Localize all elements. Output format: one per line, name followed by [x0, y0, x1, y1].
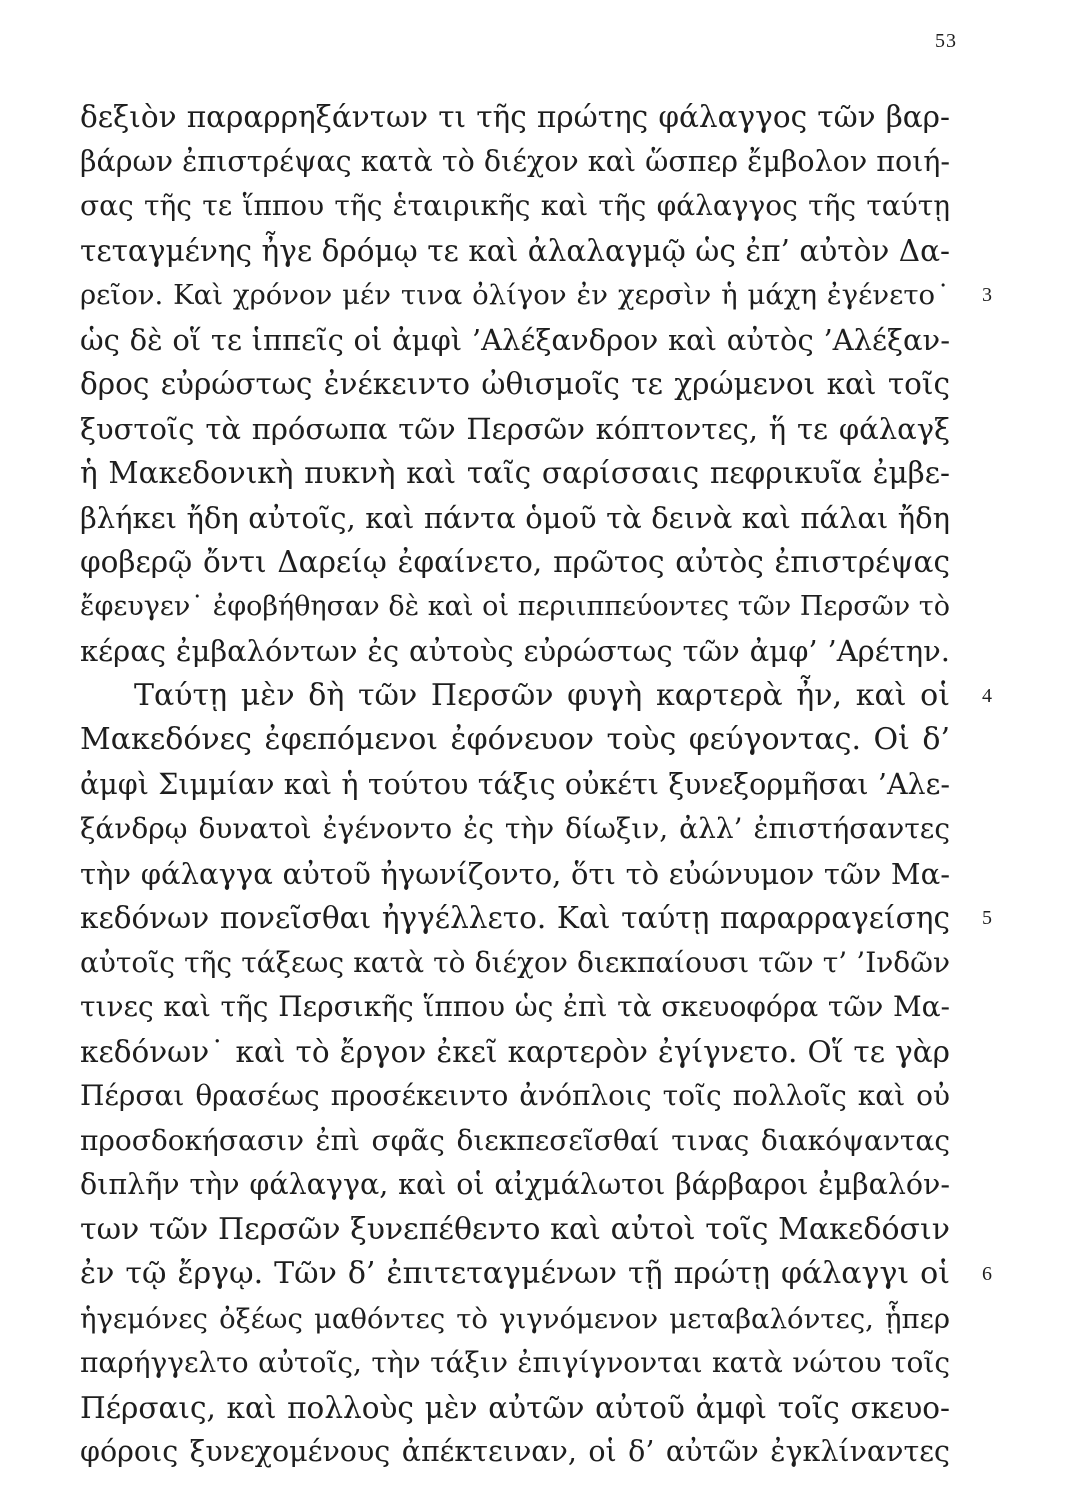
body-text: [80, 95, 992, 1475]
text-line: [80, 941, 950, 986]
text-line: [80, 718, 950, 763]
line-text: ξάνδρῳ δυνατοὶ ἐγένοντο ἐς τὴν δίωξιν, ἀλλ’ ἐπιστήσαντες: [80, 812, 950, 845]
line-text: Ταύτῃ μὲν δὴ τῶν Περσῶν φυγὴ καρτερὰ ἦν, καὶ οἱ: [134, 677, 950, 713]
line-text: διπλῆν τὴν φάλαγγα, καὶ οἱ αἰχμάλωτοι βάρβαροι ἐμβαλόν-: [80, 1168, 950, 1201]
line-text: κέρας ἐμβαλόντων ἐς αὐτοὺς εὐρώστως τῶν ἀμφ’ ’Αρέτην.: [80, 634, 950, 668]
section-number: 4: [982, 684, 992, 707]
text-line: [80, 273, 992, 318]
text-line: [80, 1119, 950, 1164]
line-text: σας τῆς τε ἵππου τῆς ἑταιρικῆς καὶ τῆς φάλαγγος τῆς ταύτῃ: [80, 189, 950, 222]
line-text: κεδόνων˙ καὶ τὸ ἔργον ἐκεῖ καρτερὸν ἐγίγνετο. Οἵ τε γὰρ: [80, 1034, 950, 1069]
line-text: τεταγμένης ἦγε δρόμῳ τε καὶ ἀλαλαγμῷ ὡς ἐπ’ αὐτὸν Δα-: [80, 233, 950, 268]
text-line: [80, 1163, 950, 1208]
text-line: [80, 318, 950, 363]
text-line: [80, 807, 950, 852]
text-line: [80, 1430, 950, 1475]
line-text: Πέρσαις, καὶ πολλοὺς μὲν αὐτῶν αὐτοῦ ἀμφὶ τοῖς σκευο-: [80, 1390, 950, 1425]
line-text: ἡγεμόνες ὀξέως μαθόντες τὸ γιγνόμενον μεταβαλόντες, ᾗπερ: [80, 1302, 950, 1335]
text-line: [80, 95, 950, 140]
text-line: [80, 1341, 950, 1386]
line-text: τὴν φάλαγγα αὐτοῦ ἠγωνίζοντο, ὅτι τὸ εὐώνυμον τῶν Μα-: [80, 856, 950, 891]
text-line: [80, 852, 950, 897]
line-text: προσδοκήσασιν ἐπὶ σφᾶς διεκπεσεῖσθαί τινας διακόψαντας: [80, 1123, 950, 1157]
line-text: φόροις ξυνεχομένους ἀπέκτειναν, οἱ δ’ αὐτῶν ἐγκλίναντες: [80, 1435, 950, 1468]
text-line: [80, 496, 950, 541]
text-line: [80, 407, 950, 452]
line-text: τινες καὶ τῆς Περσικῆς ἵππου ὡς ἐπὶ τὰ σκευοφόρα τῶν Μα-: [80, 990, 950, 1023]
line-text: αὐτοῖς τῆς τάξεως κατὰ τὸ διέχον διεκπαίουσι τῶν τ’ ’Ινδῶν: [80, 945, 950, 979]
line-text: βλήκει ἤδη αὐτοῖς, καὶ πάντα ὁμοῦ τὰ δεινὰ καὶ πάλαι ἤδη: [80, 500, 950, 535]
text-line: [80, 1386, 950, 1431]
line-text: ξυστοῖς τὰ πρόσωπα τῶν Περσῶν κόπτοντες, ἥ τε φάλαγξ: [80, 411, 950, 446]
line-text: Πέρσαι θρασέως προσέκειντο ἀνόπλοις τοῖς πολλοῖς καὶ οὐ: [80, 1079, 950, 1112]
line-text: Μακεδόνες ἐφεπόμενοι ἐφόνευον τοὺς φεύγοντας. Οἱ δ’: [80, 722, 950, 757]
line-text: των τῶν Περσῶν ξυνεπέθεντο καὶ αὐτοὶ τοῖς Μακεδόσιν: [80, 1211, 950, 1247]
text-line: [80, 1208, 950, 1253]
line-text: κεδόνων πονεῖσθαι ἠγγέλλετο. Καὶ ταύτῃ παραρραγείσης: [80, 901, 950, 935]
section-number: 6: [982, 1263, 992, 1285]
line-text: ἐν τῷ ἔργῳ. Τῶν δ’ ἐπιτεταγμένων τῇ πρώτῃ φάλαγγι οἱ: [80, 1256, 950, 1291]
text-line: [80, 1030, 950, 1075]
text-line: [80, 585, 950, 630]
line-text: φοβερῷ ὄντι Δαρείῳ ἐφαίνετο, πρῶτος αὐτὸς ἐπιστρέψας: [80, 545, 950, 579]
section-number: 3: [982, 284, 992, 306]
text-line: [80, 674, 992, 719]
text-line: [80, 1074, 950, 1119]
line-text: ρεῖον. Καὶ χρόνον μέν τινα ὀλίγον ἐν χερσὶν ἡ μάχη ἐγένετο˙: [80, 279, 950, 311]
line-text: ἔφευγεν˙ ἐφοβήθησαν δὲ καὶ οἱ περιιππεύοντες τῶν Περσῶν τὸ: [80, 590, 950, 622]
text-line: [80, 1252, 992, 1297]
line-text: ἀμφὶ Σιμμίαν καὶ ἡ τούτου τάξις οὐκέτι ξυνεξορμῆσαι ’Αλε-: [80, 767, 950, 801]
line-text: βάρων ἐπιστρέψας κατὰ τὸ διέχον καὶ ὥσπερ ἔμβολον ποιή-: [80, 144, 950, 178]
page-number: 53: [935, 30, 957, 52]
line-text: δρος εὐρώστως ἐνέκειντο ὠθισμοῖς τε χρώμενοι καὶ τοῖς: [80, 367, 950, 401]
text-line: [80, 763, 950, 808]
line-text: ὡς δὲ οἵ τε ἱππεῖς οἱ ἀμφὶ ’Αλέξανδρον καὶ αὐτὸς ’Αλέξαν-: [80, 322, 950, 357]
text-line: [80, 629, 950, 674]
text-line: [80, 184, 950, 229]
text-line: [80, 229, 950, 274]
text-line: [80, 985, 950, 1030]
line-text: παρήγγελτο αὐτοῖς, τὴν τάξιν ἐπιγίγνονται κατὰ νώτου τοῖς: [80, 1346, 950, 1379]
line-text: ἡ Μακεδονικὴ πυκνὴ καὶ ταῖς σαρίσσαις πεφρικυῖα ἐμβε-: [80, 456, 950, 490]
text-line: [80, 451, 950, 496]
text-line: [80, 140, 950, 185]
line-text: δεξιὸν παραρρηξάντων τι τῆς πρώτης φάλαγγος τῶν βαρ-: [80, 100, 950, 134]
text-line: [80, 896, 992, 941]
text-line: [80, 362, 950, 407]
section-number: 5: [982, 907, 992, 929]
text-line: [80, 1297, 950, 1342]
text-line: [80, 540, 950, 585]
